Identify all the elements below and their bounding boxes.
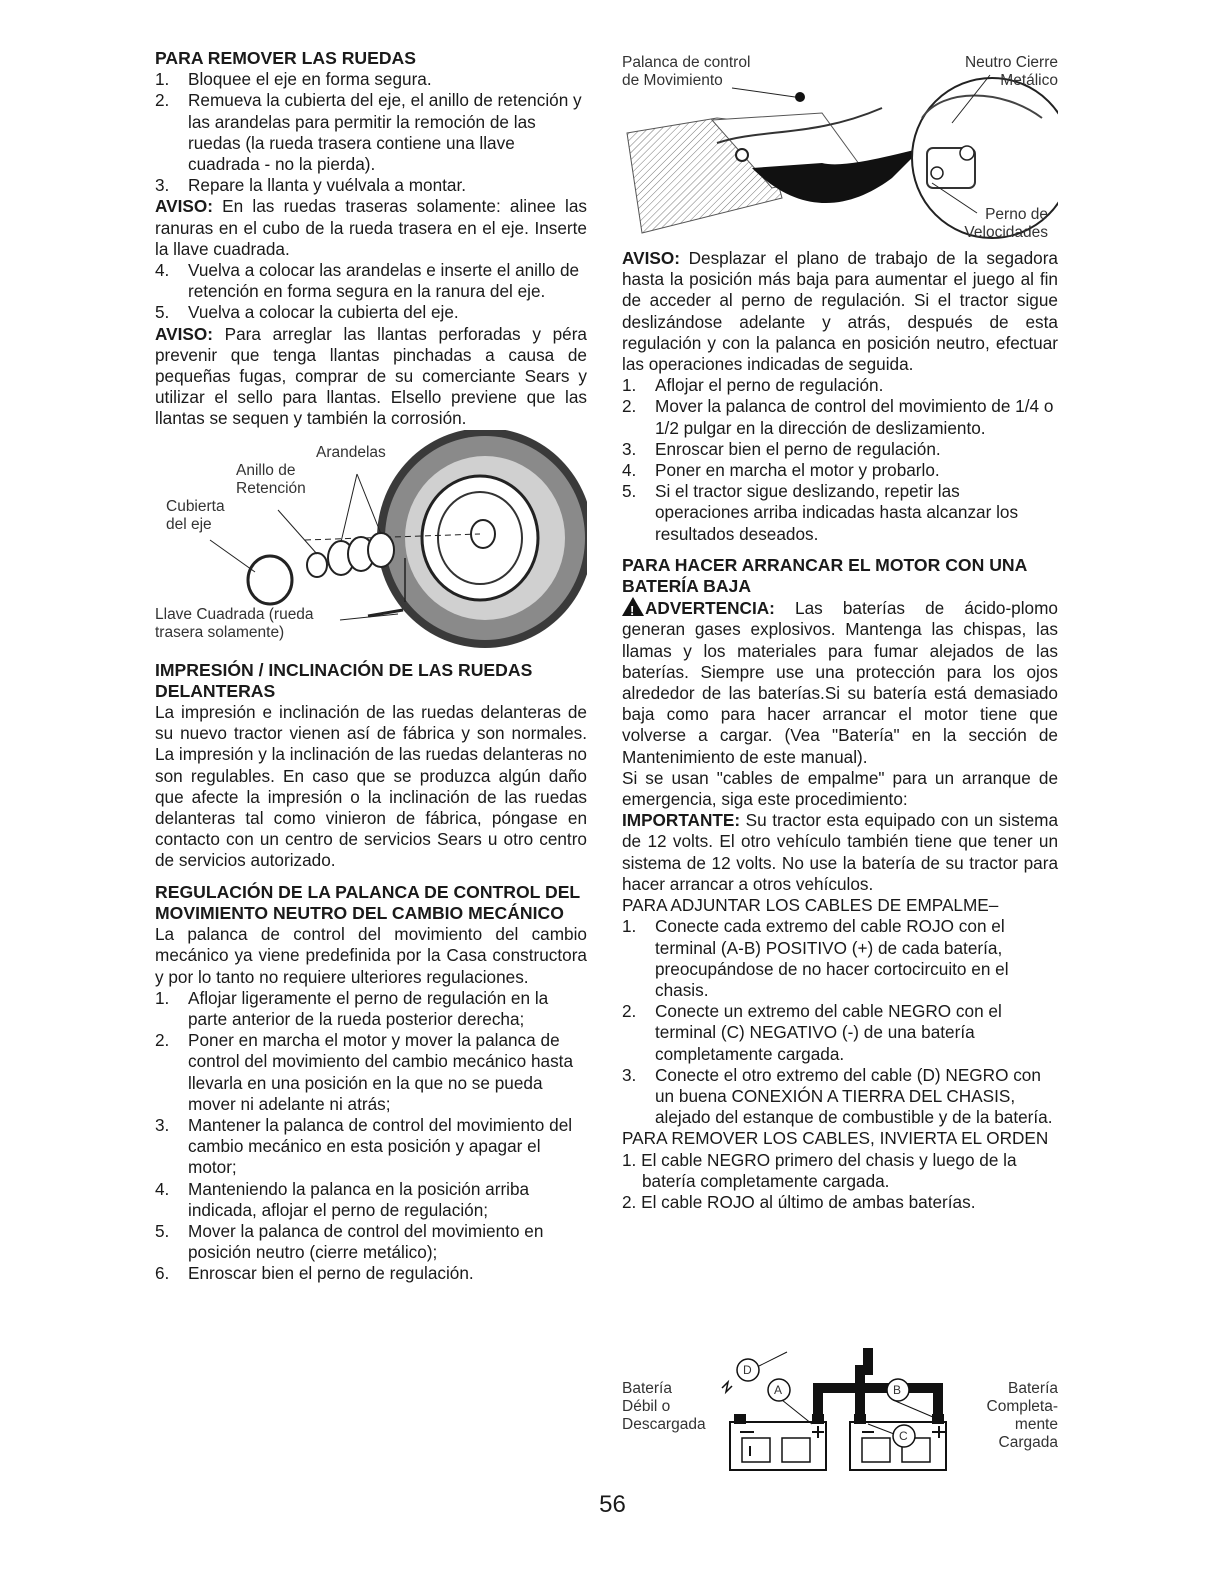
battery-warning: !ADVERTENCIA: Las baterías de ácido-plomo generan gases explosivos. Mantenga las chispas, las llamas y los materiales para fumar alejados de las baterías. Siempre use una protección para los ojos alrededor de las baterías.Si su batería está demasiado baja como para hacer arrancar el motor tiene que volverse a cargar. (Vea "Batería" en la sección de Mantenimiento de este manual). [622,597,1058,768]
label-terminal-b: B [893,1383,902,1397]
list-item: 1. El cable NEGRO primero del chasis y luego de la batería completamente cargada. [622,1149,1017,1191]
wheel-alignment-text: La impresión e inclinación de las ruedas delanteras de su nuevo tractor vienen así de fábrica y son normales. La impresión y la inclinación de las ruedas delanteras no son regulables. En caso que se produzca algún daño que afecte la impresión o la inclinación de las ruedas delanteras tal como vinieron de fábrica, póngase en contacto con un centro de servicios Sears u otro centro de servicios autorizado. [155,702,587,871]
heading-low-battery: PARA HACER ARRANCAR EL MOTOR CON UNA BATERÍA BAJA [622,554,1027,597]
attach-cables-steps [622,916,1058,1128]
list-item: 4. Vuelva a colocar las arandelas e inserte el anillo de retención en forma segura en la ranura del eje. [155,260,580,302]
remove-cables-steps [622,1150,1058,1214]
label-llave-1: Llave Cuadrada (rueda [155,605,314,623]
list-item: 3. Enroscar bien el perno de regulación. [622,438,941,459]
list-item: 3. Mantener la palanca de control del movimiento del cambio mecánico en esta posición y apagar el motor; [155,1114,573,1178]
list-item: 2. Poner en marcha el motor y mover la palanca de control del movimiento del cambio mecánico hasta llevarla en una posición en la que no se pueda mover ni adelante ni atrás; [155,1030,573,1114]
label-weak-3: Descargada [622,1416,706,1433]
list-item: 4. Manteniendo la palanca en la posición arriba indicada, aflojar el perno de regulación; [155,1178,530,1220]
aviso-rear-wheels: AVISO: En las ruedas traseras solamente: alinee las ranuras en el cubo de la rueda trasera en el eje. Inserte la llave cuadrada. [155,196,587,259]
adjust-steps [622,375,1058,545]
remove-cables-title: PARA REMOVER LOS CABLES, INVIERTA EL ORDEN [622,1128,1049,1149]
remove-wheels-steps-a [155,69,587,196]
label-arandelas: Arandelas [316,443,386,461]
attach-cables-title: PARA ADJUNTAR LOS CABLES DE EMPALME– [622,895,999,916]
warning-triangle-icon [622,597,644,616]
label-palanca-1: Palanca de control [622,54,751,71]
label-terminal-d: D [743,1363,752,1377]
heading-wheel-alignment: IMPRESIÓN / INCLINACIÓN DE LAS RUEDAS DELANTERAS [155,659,533,701]
label-anillo: Anillo de [236,461,296,479]
page-number: 56 [599,1491,626,1518]
battery-figure [622,1348,1058,1476]
label-full-4: Cargada [998,1434,1058,1451]
list-item: 1. Aflojar el perno de regulación. [622,375,884,396]
lever-regulation-text: La palanca de control del movimiento del cambio mecánico ya viene predefinida por la Casa constructora y por lo tanto no requiere ulteriores regulaciones. [155,924,587,987]
label-llave-2: trasera solamente) [155,623,285,641]
list-item: 1. Conecte cada extremo del cable ROJO con el terminal (A-B) POSITIVO (+) de cada batería, preocupándose de no hacer cortocircuito en el chasis. [622,916,1009,1000]
list-item: 2. Remueva la cubierta del eje, el anillo de retención y las arandelas para permitir la remoción de las ruedas (la rueda trasera contiene una llave cuadrada - no la pierda). [155,90,582,175]
list-item: 1. Bloquee el eje en forma segura. [155,69,432,90]
label-neutro-2: Metálico [1000,72,1058,89]
label-terminal-a: A [774,1383,783,1397]
list-item: 3. Conecte el otro extremo del cable (D) NEGRO con un buena CONEXIÓN A TIERRA DEL CHASIS, alejado del estanque de combustible y de la batería. [622,1064,1053,1128]
label-full-2: Completa- [986,1398,1058,1415]
label-perno-1: Perno de [985,206,1048,223]
heading-lever-regulation: REGULACIÓN DE LA PALANCA DE CONTROL DEL MOVIMIENTO NEUTRO DEL CAMBIO MECÁNICO [155,881,580,923]
important-note: IMPORTANTE: Su tractor esta equipado con un sistema de 12 volts. El otro vehículo también tiene que tener un sistema de 12 volts. No use la batería de su tractor para hacer arrancar a otros vehículos. [622,810,1058,894]
aviso-tire-sealant: AVISO: Para arreglar las llantas perforadas y péra prevenir que tenga llantas pinchadas a causa de pequeñas fugas, comprar de su comerciante Sears y utilizar el sello para llantas. Elsello previene que las llantas se sequen y también la corrosión. [155,323,587,429]
aviso-mower-deck: AVISO: Desplazar el plano de trabajo de la segadora hasta la posición más baja para aumentar el juego al fin de acceder al perno de regulación. Si el tractor sigue deslizándose adelante y atrás, después de esta regulación y con la palanca en posición neutro, efectuar las operaciones indicadas de seguida. [622,248,1058,375]
label-palanca-2: de Movimiento [622,72,723,89]
label-del-eje: del eje [166,515,212,533]
label-weak-2: Débil o [622,1398,671,1415]
label-cubierta: Cubierta [166,497,225,515]
right-column [622,48,1058,1213]
list-item: 3. Repare la llanta y vuélvala a montar. [155,175,467,196]
list-item: 5. Si el tractor sigue deslizando, repetir las operaciones arriba indicadas hasta alcanzar los resultados deseados. [622,481,1019,544]
label-terminal-c: C [899,1429,908,1443]
list-item: 5. Mover la palanca de control del movimiento en posición neutro (cierre metálico); [155,1220,544,1263]
label-full-3: mente [1014,1416,1058,1433]
label-perno-2: Velocidades [964,224,1048,241]
lever-regulation-steps [155,988,587,1285]
label-weak-1: Batería [622,1380,672,1397]
remove-wheels-steps-b [155,260,587,324]
heading-remove-wheels: PARA REMOVER LAS RUEDAS [155,48,416,68]
list-item: 6. Enroscar bien el perno de regulación. [155,1263,474,1284]
list-item: 2. El cable ROJO al último de ambas baterías. [622,1191,976,1212]
list-item: 1. Aflojar ligeramente el perno de regulación en la parte anterior de la rueda posterior derecha; [155,987,549,1029]
label-neutro-1: Neutro Cierre [964,54,1058,71]
list-item: 5. Vuelva a colocar la cubierta del eje. [155,302,459,323]
list-item: 4. Poner en marcha el motor y probarlo. [622,460,940,481]
list-item: 2. Conecte un extremo del cable NEGRO con el terminal (C) NEGATIVO (-) de una batería completamente cargada. [622,1001,1002,1064]
lever-figure [622,48,1058,248]
label-full-1: Batería [1008,1380,1058,1397]
wheel-figure [155,430,587,650]
left-column [155,48,587,1285]
label-retencion: Retención [236,479,306,497]
jump-start-intro: Si se usan "cables de empalme" para un arranque de emergencia, siga este procedimiento: [622,767,1058,810]
list-item: 2. Mover la palanca de control del movimiento de 1/4 o 1/2 pulgar en la dirección de deslizamiento. [622,396,1054,438]
